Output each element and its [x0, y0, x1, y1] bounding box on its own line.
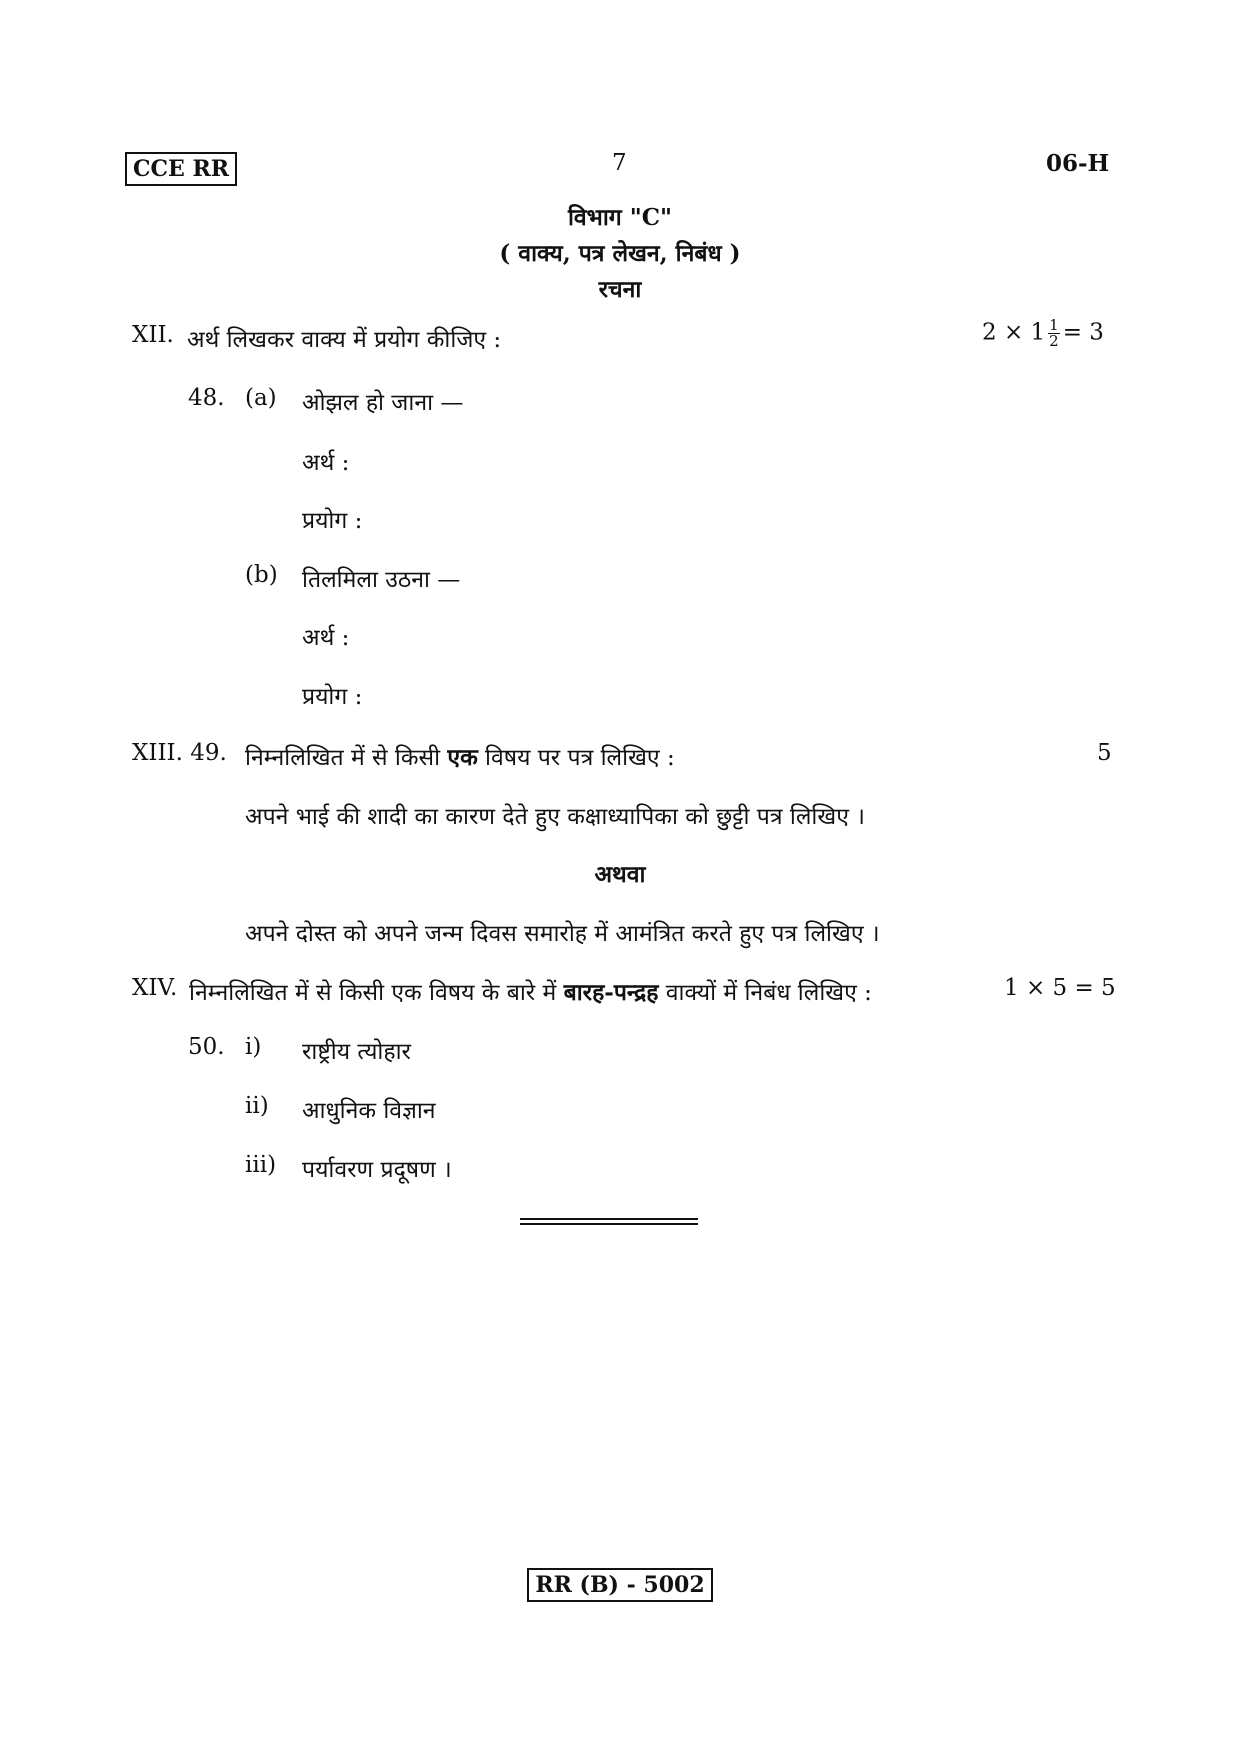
q48-a-label: (a): [245, 385, 277, 411]
q13-number: XIII. 49.: [132, 740, 227, 766]
q50-topic-2: आधुनिक विज्ञान: [302, 1098, 436, 1124]
q48-b-usage: प्रयोग :: [302, 684, 363, 710]
q48-b-meaning: अर्थ :: [302, 625, 350, 651]
paper-code-left: CCE RR: [125, 152, 237, 186]
q14-marks: 1 × 5 = 5: [1004, 975, 1116, 1001]
q48-b-label: (b): [245, 562, 278, 588]
q14-text-bold: बारह-पन्द्रह: [563, 979, 659, 1006]
q48-a-meaning: अर्थ :: [302, 450, 350, 476]
q48-a-phrase: ओझल हो जाना —: [302, 390, 464, 416]
q48-b-phrase: तिलमिला उठना —: [302, 567, 461, 593]
q12-marks-fraction: [1048, 318, 1060, 349]
q48-a-usage: प्रयोग :: [302, 508, 363, 534]
paper-code-right: 06-H: [1046, 150, 1110, 177]
footer-code: RR (B) - 5002: [527, 1568, 712, 1602]
q50-topic-1: राष्ट्रीय त्योहार: [302, 1039, 411, 1065]
q13-text: [245, 740, 675, 772]
section-subtitle: ( वाक्य, पत्र लेखन, निबंध ): [499, 240, 741, 267]
q50-topic-3: पर्यावरण प्रदूषण ।: [302, 1157, 452, 1183]
end-rule-top: [520, 1218, 698, 1220]
q12-marks: [982, 318, 1104, 349]
q50-topic-1-label: i): [245, 1034, 262, 1060]
q14-text: [189, 975, 872, 1007]
page-number: 7: [612, 150, 627, 176]
fraction-denominator: 2: [1049, 332, 1059, 350]
q13-or-label: अथवा: [594, 861, 646, 888]
q12-text: अर्थ लिखकर वाक्य में प्रयोग कीजिए :: [187, 327, 502, 353]
q13-text-after: विषय पर पत्र लिखिए :: [477, 745, 675, 771]
q50-number: 50.: [188, 1034, 225, 1060]
q13-option-2: अपने दोस्त को अपने जन्म दिवस समारोह में आमंत्रित करते हुए पत्र लिखिए ।: [245, 921, 880, 947]
footer: [0, 1568, 1240, 1602]
end-rule-bottom: [520, 1223, 698, 1225]
q50-topic-2-label: ii): [245, 1093, 269, 1119]
q13-marks: 5: [1097, 740, 1112, 766]
section-title: विभाग "C": [567, 204, 673, 231]
fraction-numerator: 1: [1049, 316, 1059, 334]
q12-marks-prefix: 2 × 1: [982, 319, 1046, 346]
q13-text-before: निम्नलिखित में से किसी: [245, 745, 448, 771]
q50-topic-3-label: iii): [245, 1152, 277, 1178]
q14-text-after: वाक्यों में निबंध लिखिए :: [658, 980, 872, 1006]
q12-number: XII.: [132, 322, 174, 348]
q14-text-before: निम्नलिखित में से किसी एक विषय के बारे में: [189, 980, 564, 1006]
q14-number: XIV.: [132, 975, 178, 1001]
q13-text-bold: एक: [447, 744, 478, 771]
q13-option-1: अपने भाई की शादी का कारण देते हुए कक्षाध्यापिका को छुट्टी पत्र लिखिए ।: [245, 804, 865, 830]
q12-marks-suffix: = 3: [1062, 319, 1104, 346]
q48-number: 48.: [188, 385, 225, 411]
section-heading: रचना: [598, 276, 642, 303]
